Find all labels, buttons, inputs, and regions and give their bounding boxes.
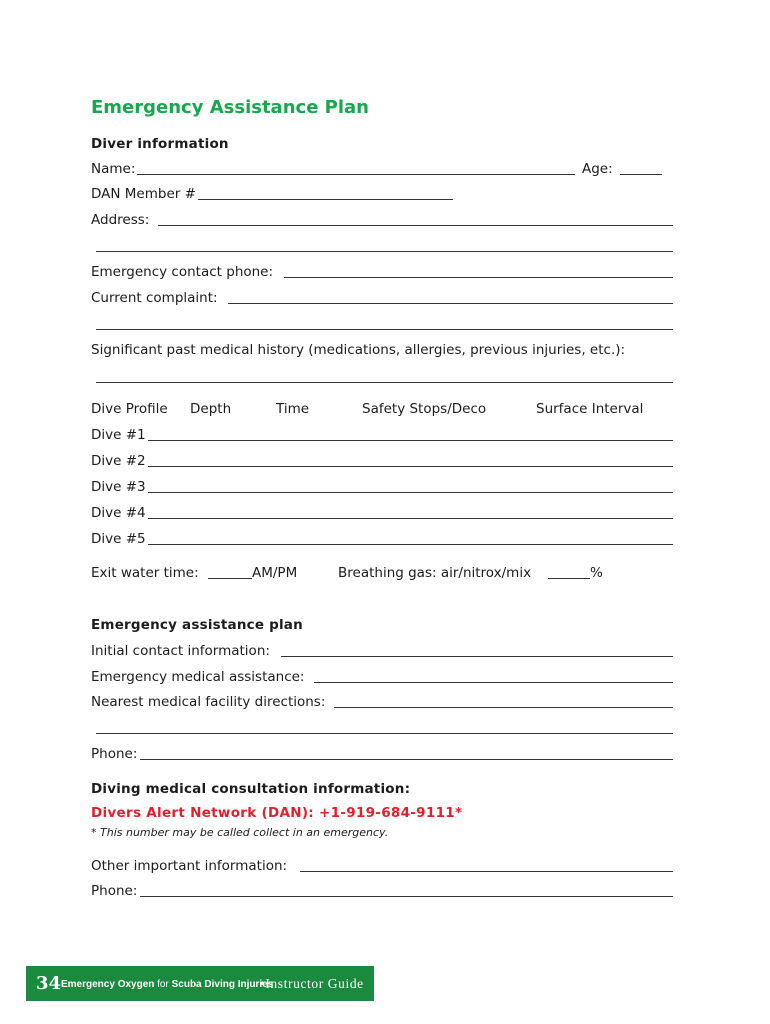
phone-field[interactable] bbox=[140, 759, 673, 760]
emergency-medical-label: Emergency medical assistance: bbox=[91, 669, 305, 685]
other-info-field[interactable] bbox=[300, 871, 673, 872]
breathing-gas-field[interactable] bbox=[548, 578, 590, 579]
dan-member-label: DAN Member # bbox=[91, 186, 196, 202]
exit-water-time-unit: AM/PM bbox=[252, 565, 298, 581]
age-label: Age: bbox=[582, 161, 613, 177]
footer-bar bbox=[26, 966, 374, 1001]
address-label: Address: bbox=[91, 212, 150, 228]
dive-row-label: Dive #2 bbox=[91, 453, 146, 469]
phone-label: Phone: bbox=[91, 746, 138, 762]
diver-information-heading: Diver information bbox=[91, 136, 229, 152]
surface-interval-header: Surface Interval bbox=[536, 401, 644, 417]
dive-1-field[interactable] bbox=[148, 440, 673, 441]
emergency-assistance-heading: Emergency assistance plan bbox=[91, 617, 303, 633]
phone-label-2: Phone: bbox=[91, 883, 138, 899]
initial-contact-label: Initial contact information: bbox=[91, 643, 270, 659]
footer-guide: •Instructor Guide bbox=[260, 976, 364, 991]
emergency-contact-label: Emergency contact phone: bbox=[91, 264, 274, 280]
exit-water-time-field[interactable] bbox=[208, 578, 252, 579]
dan-hotline: Divers Alert Network (DAN): +1-919-684-9111* bbox=[91, 805, 463, 821]
dive-3-field[interactable] bbox=[148, 492, 673, 493]
dive-row-label: Dive #3 bbox=[91, 479, 146, 495]
phone-field-2[interactable] bbox=[140, 896, 673, 897]
age-field[interactable] bbox=[620, 174, 662, 175]
current-complaint-field-line-2[interactable] bbox=[96, 329, 673, 330]
other-info-label: Other important information: bbox=[91, 858, 288, 874]
nearest-facility-field-line-2[interactable] bbox=[96, 733, 673, 734]
footer-title-part1: Emergency Oxygen bbox=[61, 979, 155, 990]
time-header: Time bbox=[276, 401, 310, 417]
initial-contact-field[interactable] bbox=[281, 656, 673, 657]
dive-row-label: Dive #5 bbox=[91, 531, 146, 547]
safety-stops-header: Safety Stops/Deco bbox=[362, 401, 487, 417]
dive-4-field[interactable] bbox=[148, 518, 673, 519]
collect-call-note: * This number may be called collect in an emergency. bbox=[91, 826, 389, 839]
dive-5-field[interactable] bbox=[148, 544, 673, 545]
emergency-contact-field[interactable] bbox=[284, 277, 673, 278]
consultation-heading: Diving medical consultation information: bbox=[91, 781, 411, 797]
footer-title-for: for bbox=[157, 979, 169, 990]
nearest-facility-field[interactable] bbox=[334, 707, 673, 708]
current-complaint-label: Current complaint: bbox=[91, 290, 218, 306]
breathing-gas-unit: % bbox=[590, 565, 603, 581]
address-field[interactable] bbox=[158, 225, 673, 226]
exit-water-time-label: Exit water time: bbox=[91, 565, 199, 581]
footer-title-part2: Scuba Diving Injuries bbox=[171, 979, 274, 990]
dan-member-field[interactable] bbox=[198, 199, 453, 200]
medical-history-label: Significant past medical history (medications, allergies, previous injuries, etc.): bbox=[91, 342, 626, 358]
nearest-facility-label: Nearest medical facility directions: bbox=[91, 694, 326, 710]
medical-history-field[interactable] bbox=[96, 382, 673, 383]
depth-header: Depth bbox=[190, 401, 232, 417]
emergency-medical-field[interactable] bbox=[314, 682, 673, 683]
dive-row-label: Dive #4 bbox=[91, 505, 146, 521]
page-number: 34 bbox=[36, 973, 62, 994]
footer-title bbox=[61, 979, 273, 990]
name-field[interactable] bbox=[137, 174, 575, 175]
dive-row-label: Dive #1 bbox=[91, 427, 146, 443]
name-label: Name: bbox=[91, 161, 136, 177]
current-complaint-field[interactable] bbox=[228, 303, 673, 304]
address-field-line-2[interactable] bbox=[96, 251, 673, 252]
breathing-gas-label: Breathing gas: air/nitrox/mix bbox=[338, 565, 532, 581]
dive-2-field[interactable] bbox=[148, 466, 673, 467]
page-title: Emergency Assistance Plan bbox=[91, 97, 369, 118]
dive-profile-header: Dive Profile bbox=[91, 401, 168, 417]
